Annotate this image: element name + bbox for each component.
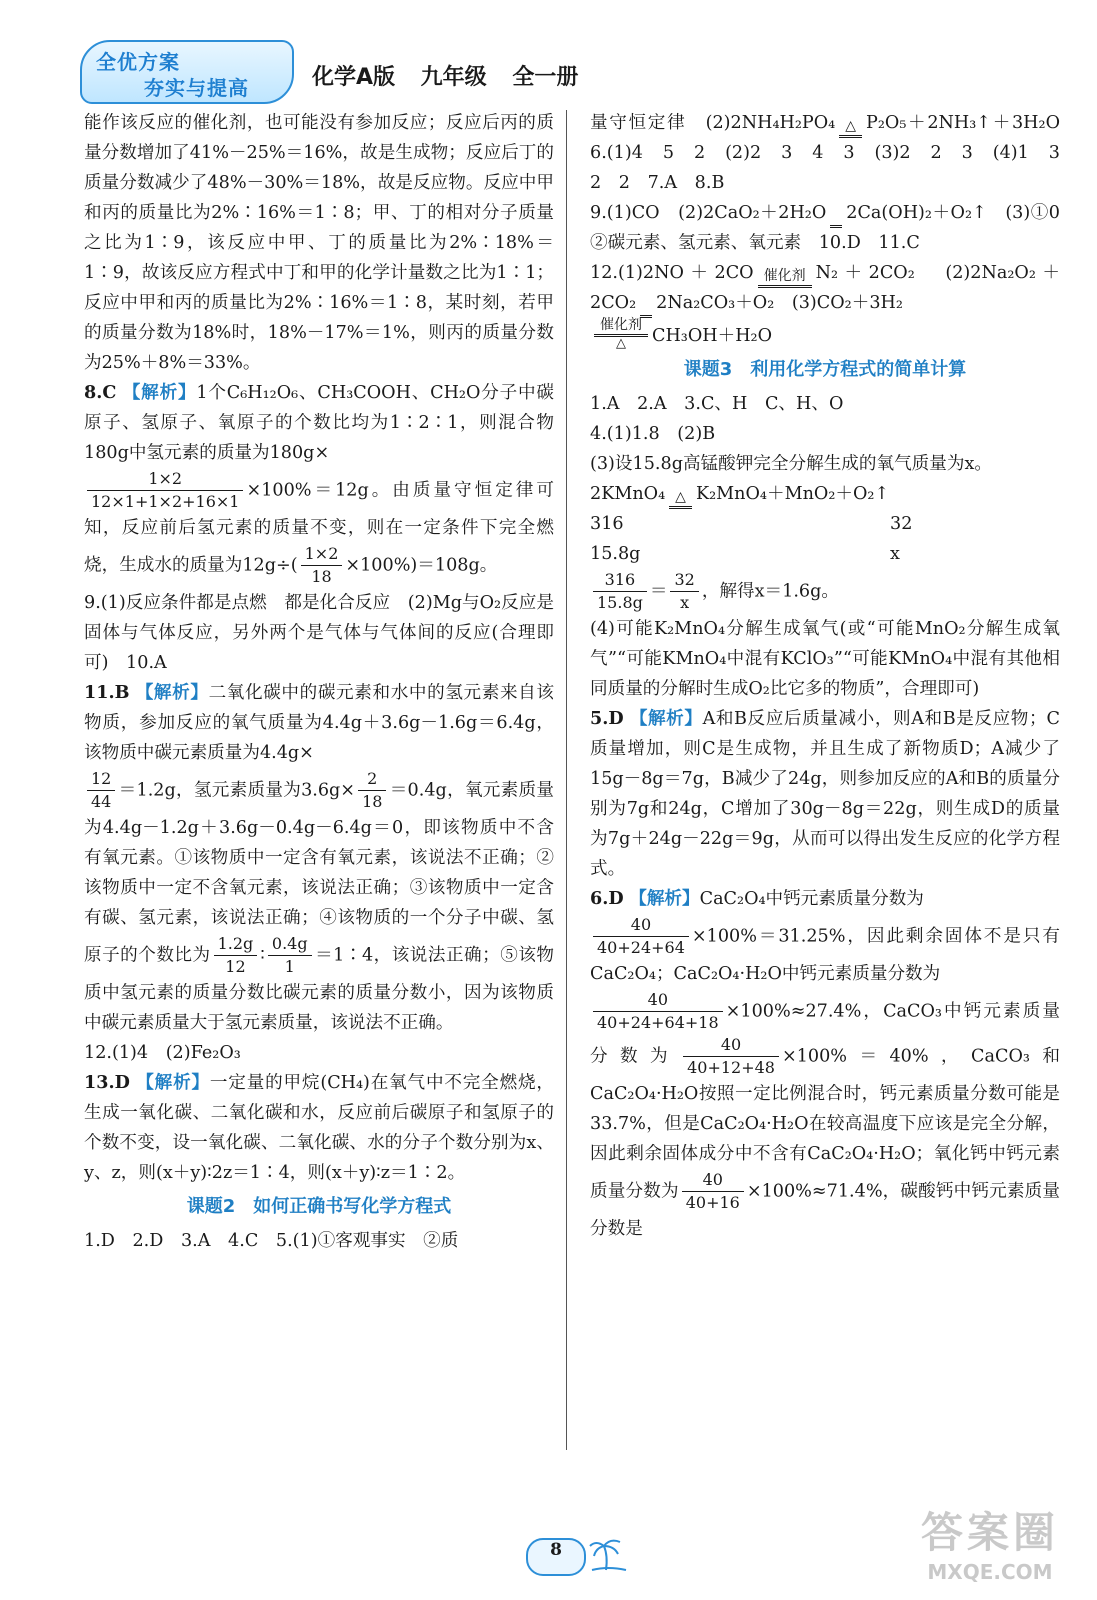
logo-line-2: 夯实与提高 bbox=[144, 76, 249, 100]
right-column bbox=[590, 108, 1078, 1244]
catalyst-heat-condition: 催化剂 △ bbox=[590, 318, 652, 351]
watermark-mark: 答案圈 bbox=[920, 1508, 1059, 1557]
fraction: $\frac{0.4g}{1}$ bbox=[268, 933, 312, 978]
fraction: $\frac{1\times 2}{12\times 1+1\times 2+16\times 1}$ bbox=[87, 468, 243, 513]
mass-row: 15.8g x bbox=[590, 544, 900, 564]
answer-13 bbox=[84, 1068, 554, 1188]
answer-9-11: 9.(1)CO (2)2CaO₂＋2H₂O 2Ca(OH)₂＋O₂↑ (3)①0 ②碳元素、氢元素、氧元素 10.D 11.C bbox=[590, 203, 1078, 253]
answer-5-continuation: 量守恒定律 (2)2NH₄H₂PO₄ △ P₂O₅＋2NH₃↑＋3H₂O 6.(1)4 5 2 (2)2 3 4 3 (3)2 2 3 (4)1 3 2 2 7.A 8.B bbox=[590, 113, 1078, 193]
molar-mass-row: 316 32 bbox=[590, 514, 913, 534]
fraction: $\frac{12}{44}$ bbox=[87, 768, 115, 813]
logo-line-1: 全优方案 bbox=[96, 50, 180, 74]
palm-tree-icon bbox=[588, 1536, 628, 1572]
page-number: 8 bbox=[526, 1538, 586, 1576]
column-divider bbox=[566, 110, 567, 1450]
answer-7-continuation: 能作该反应的催化剂，也可能没有参加反应；反应后丙的质量分数增加了41%－25%＝16%，故是生成物；反应后丁的质量分数减少了48%－30%＝18%，故是反应物。反应中甲和丙的质量比为2%∶16%＝1∶8；甲、丁的相对分子质量之比为1∶9，该反应中甲、丁的质量比为2%∶18%＝1∶9，故该反应方程式中丁和甲的化学计量数之比为1∶1；反应中甲和丙的质量比为2%∶16%＝1∶8，某时刻，若甲的质量分数为18%时，18%－17%＝1%，则丙的质量分数为25%＋8%＝33%。 bbox=[84, 113, 554, 373]
analysis-tag: 【解析】 bbox=[122, 382, 197, 403]
fraction: $\frac{40}{40+16}$ bbox=[682, 1169, 744, 1214]
answer-5: 5.D 【解析】A和B反应后质量减小，则A和B是反应物；C质量增加，则C是生成物，并且生成了新物质D；A减少了15g－8g＝7g，B减少了24g，则参加反应的A和B的质量分别为7g和24g，C增加了30g－8g＝22g，则生成D的质量为7g＋24g－22g＝9g，从而可以得出发生反应的化学方程式。 bbox=[590, 708, 1061, 879]
ratio-sign: ∶ bbox=[260, 945, 265, 966]
answer-text: 一定量的甲烷(CH₄)在氧气中不完全燃烧，生成一氧化碳、二氧化碳和水，反应前后碳原子和氢原子的个数不变，设一氧化碳、二氧化碳、水的分子个数分别为x、y、z，则(x＋y)∶2z＝1∶4，则(x＋y)∶z＝1∶2。 bbox=[84, 1073, 554, 1183]
topic-2-answers: 1.D 2.D 3.A 4.C 5.(1)①客观事实 ②质 bbox=[84, 1231, 459, 1251]
answer-text: ＝1∶4，该说法正确；⑤该物质中氢元素的质量分数比碳元素的质量分数小，因为该物质中碳元素质量大于氢元素质量，该说法不正确。 bbox=[84, 945, 554, 1033]
watermark bbox=[900, 1500, 1080, 1592]
analysis-tag: 【解析】 bbox=[136, 1072, 210, 1093]
fraction: $\frac{2}{18}$ bbox=[358, 768, 386, 813]
answer-12: 12.(1)2NO＋2CO 催化剂 N₂＋2CO₂ (2)2Na₂O₂＋2CO₂ 2Na₂CO₃＋O₂ (3)CO₂＋3H₂ 催化剂 △ CH₃OH＋H₂O bbox=[590, 263, 1060, 351]
fraction: $\frac{316}{15.8g}$ bbox=[593, 569, 647, 614]
answer-12: 12.(1)4 (2)Fe₂O₃ bbox=[84, 1043, 241, 1063]
fraction: $\frac{40}{40+24+64+18}$ bbox=[593, 989, 723, 1034]
fraction: $\frac{40}{40+12+48}$ bbox=[683, 1034, 779, 1079]
series-logo bbox=[80, 40, 294, 104]
proportion: $\frac{316}{15.8g}$ ＝ $\frac{32}{x}$ ，解得x＝1.6g。 bbox=[590, 569, 1060, 614]
heat-condition: △ bbox=[835, 119, 866, 138]
answer-text: 1个C₆H₁₂O₆、CH₃COOH、CH₂O分子中碳原子、氢原子、氧原子的个数比均为1∶2∶1，则混合物180g中氢元素的质量为180g× bbox=[84, 383, 554, 463]
analysis-tag: 【解析】 bbox=[629, 888, 700, 909]
analysis-tag: 【解析】 bbox=[629, 708, 703, 729]
fraction: $\frac{32}{x}$ bbox=[670, 569, 698, 614]
question-number: 6.D bbox=[590, 888, 624, 909]
question-number: 8.C bbox=[84, 382, 117, 403]
answer-text: 二氧化碳中的碳元素和水中的氢元素来自该物质，参加反应的氧气质量为4.4g＋3.6g－1.6g＝6.4g，该物质中碳元素质量为4.4g× bbox=[84, 683, 554, 763]
watermark-url: MXQE.COM bbox=[927, 1560, 1053, 1584]
page-header bbox=[80, 40, 1040, 104]
answer-8 bbox=[84, 378, 554, 588]
fraction: $\frac{1.2g}{12}$ bbox=[214, 933, 258, 978]
equals-sign bbox=[636, 299, 656, 318]
book-title: 化学A版 九年级 全一册 bbox=[312, 65, 579, 90]
fraction: $\frac{1\times 2}{18}$ bbox=[301, 543, 343, 588]
answer-4-setup: (3)设15.8g高锰酸钾完全分解生成的氧气质量为x。 bbox=[590, 454, 992, 474]
analysis-tag: 【解析】 bbox=[135, 682, 209, 703]
question-number: 13.D bbox=[84, 1072, 130, 1093]
answer-text: ＝0.4g，氧元素质量为4.4g－1.2g＋3.6g－0.4g－6.4g＝0，即该物质中不含有氧元素。①该物质中一定含有氧元素，该说法不正确；②该物质中一定不含氧元素，该说法正确；③该物质中一定含有碳、氢元素，该说法正确；④该物质的一个分子中碳、氢原子的个数比为 bbox=[84, 780, 554, 966]
answer-text: ＝1.2g，氢元素质量为3.6g× bbox=[118, 780, 356, 801]
answer-9-10: 9.(1)反应条件都是点燃 都是化合反应 (2)Mg与O₂反应是固体与气体反应，另外两个是气体与气体间的反应(合理即可) 10.A bbox=[84, 593, 554, 673]
catalyst-condition: 催化剂 bbox=[754, 269, 816, 288]
question-number: 11.B bbox=[84, 682, 130, 703]
equals-sign bbox=[826, 209, 846, 228]
question-number: 5.D bbox=[590, 708, 624, 729]
answer-text: ×100%＝12g。由质量守恒定律可知，反应前后氢元素的质量不变，则在一定条件下完全燃烧，生成水的质量为12g÷( bbox=[84, 480, 554, 576]
answer-11 bbox=[84, 678, 554, 1038]
answer-4: 4.(1)1.8 (2)B bbox=[590, 424, 716, 444]
topic-3-answers-1-3: 1.A 2.A 3.C、H C、H、O bbox=[590, 394, 844, 414]
heat-condition: △ bbox=[665, 490, 696, 509]
left-column bbox=[84, 108, 554, 1256]
fraction: $\frac{40}{40+24+64}$ bbox=[593, 914, 689, 959]
answer-6: 6.D 【解析】CaC₂O₄中钙元素质量分数为 $\frac{40}{40+24+64}$ ×100%＝31.25%，因此剩余固体不是只有CaC₂O₄；CaC₂O₄·H₂O中钙元素质量分数为 $\frac{40}{40+24+64+18}$ ×100%≈27.4%，CaCO₃中钙元素质量分数为 $\frac{40}{40+12+48}$ ×100%＝40%，CaCO₃和CaC₂O₄·H₂O按照一定比例混合时，钙元素质量分数可能是33.7%，但是CaC₂O₄·H₂O在较高温度下应该是完全分解，因此剩余固体成分中不含有CaC₂O₄·H₂O；氧化钙中钙元素质量分数为 $\frac{40}{40+16}$ ×100%≈71.4%，碳酸钙中钙元素质量分数是 bbox=[590, 888, 1060, 1239]
section-heading-topic-3: 课题3 利用化学方程式的简单计算 bbox=[683, 359, 967, 380]
reaction-equation: 2KMnO₄ △ K₂MnO₄＋MnO₂＋O₂↑ bbox=[590, 479, 1060, 509]
section-heading-topic-2: 课题2 如何正确书写化学方程式 bbox=[186, 1196, 452, 1217]
answer-4-part-4: (4)可能K₂MnO₄分解生成氧气(或“可能MnO₂分解生成氧气”“可能KMnO₄中混有KClO₃”“可能KMnO₄中混有其他相同质量的分解时生成O₂比它多的物质”，合理即可) bbox=[590, 619, 1060, 699]
answer-text: ×100%)＝108g。 bbox=[345, 555, 498, 576]
